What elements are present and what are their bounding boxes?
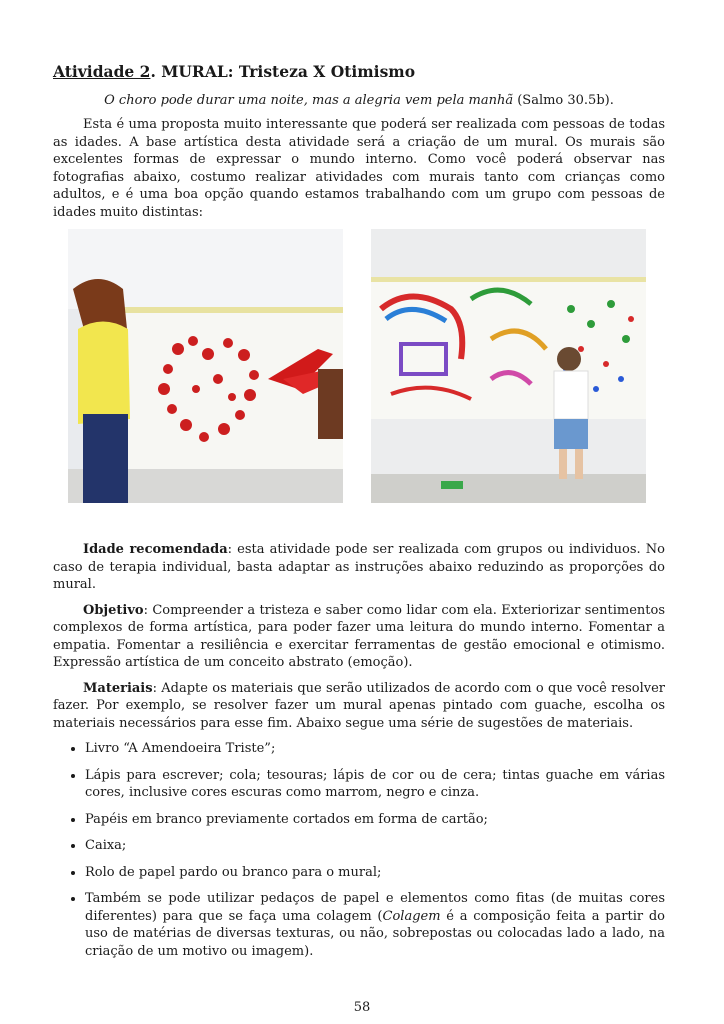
epigraph-quote: O choro pode durar uma noite, mas a alegria vem pela manhã — [104, 93, 514, 108]
list-item: • Lápis para escrever; cola; tesouras; lápis de cor ou de cera; tintas guache em várias cores, inclusive cores escuras como marrom, negro e cinza. — [85, 767, 665, 802]
intro-paragraph: Esta é uma proposta muito interessante que poderá ser realizada com pessoas de todas as idades. A base artística desta atividade será a criação de um mural. Os murais são excelentes formas de expressar o mundo interno. Como você poderá observar nas fotografias abaixo, costumo realizar atividades com murais tanto com crianças como adultos, e é uma boa opção quando estamos trabalhando com um grupo com pessoas de idades muito distintas: — [53, 117, 665, 220]
collage-text-after: é a composição feita a partir do uso de matérias de diversas texturas, ou não, sobrepostas ou colocadas lado a lado, na criação de um motivo ou imagem). — [85, 908, 665, 959]
collage-text-before: Também se pode utilizar pedaços de papel e elementos como fitas (de muitas cores diferentes) para que se faça uma colagem ( — [85, 891, 665, 924]
list-item-collage — [85, 890, 665, 960]
age-label: Idade recomendada — [83, 542, 228, 557]
page-content — [53, 62, 665, 969]
list-item: • Caixa; — [85, 837, 665, 855]
age-text: : esta atividade pode ser realizada com grupos ou individuos. No caso de terapia individual, basta adaptar as instruções abaixo reduzindo as proporções do mural. — [53, 542, 665, 592]
collage-term: Colagem — [382, 908, 441, 924]
mural-photo-adult — [68, 229, 343, 503]
age-paragraph — [53, 541, 665, 594]
objective-paragraph — [53, 602, 665, 672]
list-item: • Livro “A Amendoeira Triste”; — [85, 740, 665, 758]
list-item: • Rolo de papel pardo ou branco para o mural; — [85, 864, 665, 882]
materials-list — [53, 740, 665, 960]
objective-text: : Compreender a tristeza e saber como lidar com ela. Exteriorizar sentimentos complexos de forma artística, para poder fazer uma leitura do mundo interno. Fomentar a empatia. Fomentar a resiliência e exercitar ferramentas de gestão emocional e otimismo. Expressão artística de um conceito abstrato (emoção). — [53, 602, 665, 670]
mural-photo-child — [371, 229, 646, 503]
objective-label: Objetivo — [83, 602, 144, 618]
activity-number: Atividade 2 — [53, 62, 151, 81]
materials-paragraph — [53, 680, 665, 733]
activity-name: . MURAL: Tristeza X Otimismo — [150, 62, 416, 81]
page-number: 58 — [353, 1000, 371, 1015]
photo-row — [53, 229, 665, 541]
materials-text: : Adapte os materiais que serão utilizados de acordo com o que você resolver fazer. Por exemplo, se resolver fazer um mural apenas pintado com guache, escolha os materiais necessários para esse fim. Abaixo segue uma série de sugestões de materiais. — [53, 680, 665, 731]
epigraph-source: (Salmo 30.5b). — [513, 93, 614, 108]
materials-label: Materiais — [83, 680, 153, 696]
list-item: • Papéis em branco previamente cortados em forma de cartão; — [85, 811, 665, 829]
epigraph — [53, 93, 665, 108]
activity-title — [53, 62, 665, 81]
